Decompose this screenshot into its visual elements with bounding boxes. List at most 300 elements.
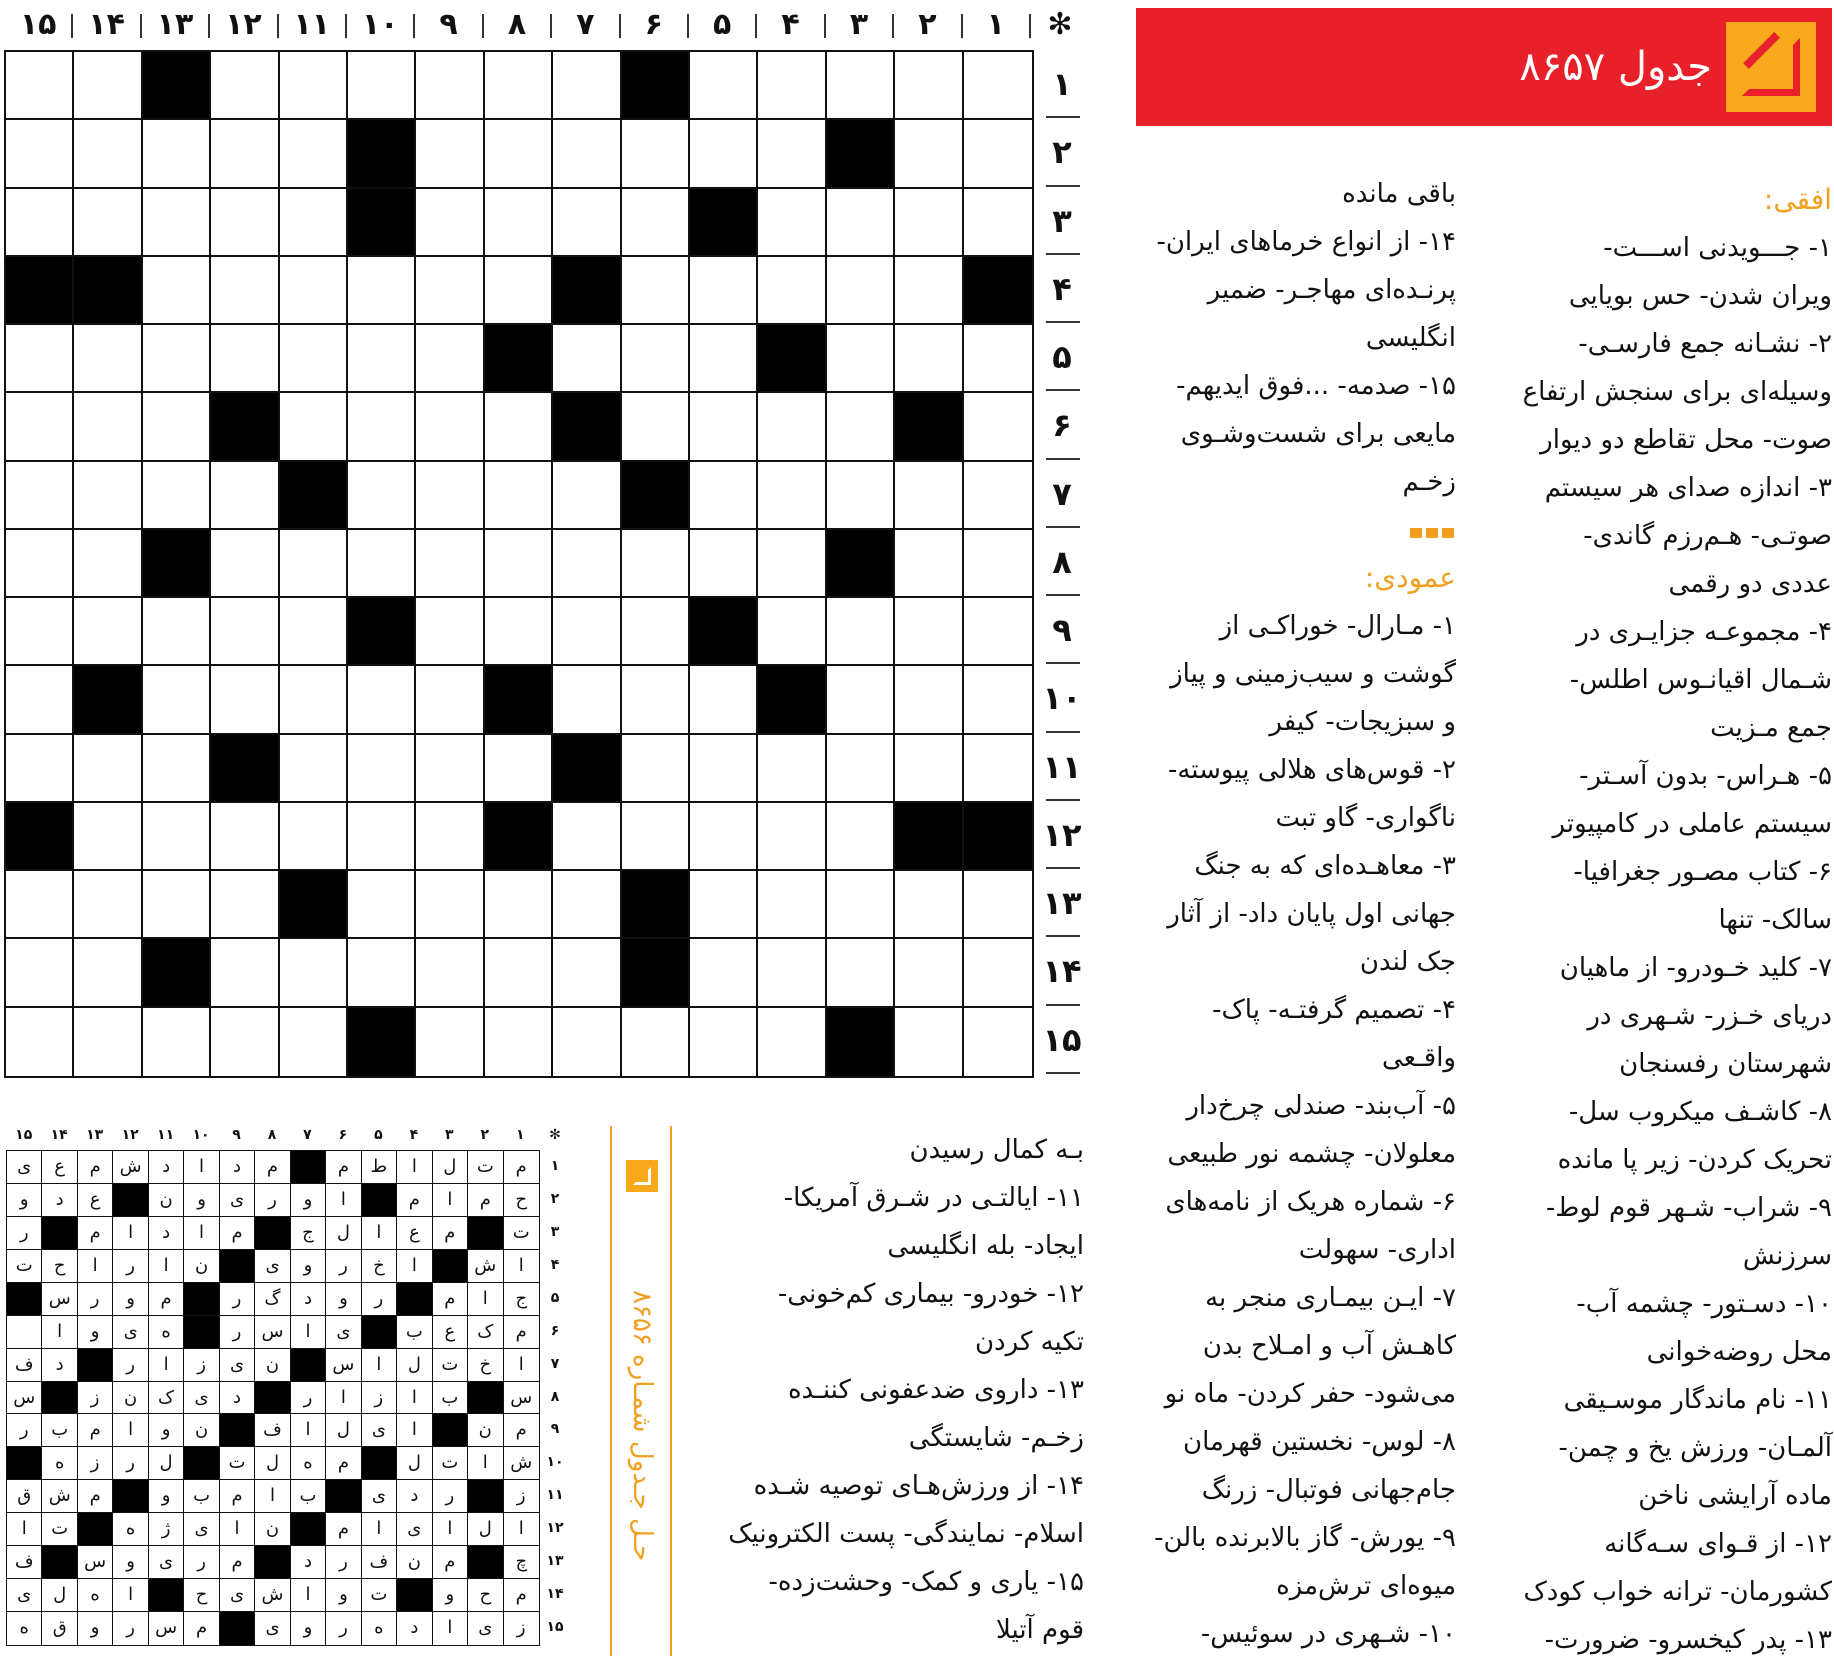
solution-cell: ل — [468, 1513, 503, 1546]
solution-cell: ا — [433, 1184, 468, 1217]
clue-line: ۸- کاشـف میکروب سل- — [1568, 1097, 1832, 1127]
block-cell — [553, 735, 621, 803]
grid-cell[interactable] — [348, 939, 416, 1007]
grid-cell[interactable] — [348, 735, 416, 803]
solution-cell: ن — [149, 1184, 184, 1217]
grid-cell[interactable] — [964, 666, 1032, 734]
grid-cell[interactable] — [690, 120, 758, 188]
solution-cell: ا — [42, 1316, 77, 1349]
grid-cell[interactable] — [280, 939, 348, 1007]
solution-cell: ه — [78, 1579, 113, 1612]
grid-cell[interactable] — [622, 530, 690, 598]
solution-cell: ل — [326, 1217, 361, 1250]
grid-cell[interactable] — [6, 666, 74, 734]
grid-cell[interactable] — [280, 52, 348, 120]
grid-cell[interactable] — [143, 666, 211, 734]
solution-cell: م — [397, 1184, 432, 1217]
column-label: ۸ — [507, 7, 527, 42]
grid-cell[interactable] — [827, 871, 895, 939]
grid-cell[interactable] — [6, 120, 74, 188]
grid-cell[interactable] — [143, 462, 211, 530]
solution-cell: ا — [397, 1151, 432, 1184]
solution-cell: ه — [291, 1447, 326, 1480]
grid-cell[interactable] — [622, 120, 690, 188]
grid-cell[interactable] — [690, 530, 758, 598]
grid-cell[interactable] — [690, 666, 758, 734]
grid-cell[interactable] — [74, 462, 142, 530]
solution-cell: ح — [42, 1250, 77, 1283]
grid-cell[interactable] — [622, 1008, 690, 1076]
grid-cell[interactable] — [758, 939, 826, 1007]
grid-cell[interactable] — [211, 666, 279, 734]
grid-cell[interactable] — [622, 735, 690, 803]
solution-cell: م — [326, 1151, 361, 1184]
grid-cell[interactable] — [690, 871, 758, 939]
grid-cell[interactable] — [895, 598, 963, 666]
grid-cell[interactable] — [211, 1008, 279, 1076]
grid-cell[interactable] — [280, 803, 348, 871]
grid-cell[interactable] — [827, 462, 895, 530]
row-divider — [1046, 1072, 1080, 1074]
grid-cell[interactable] — [348, 52, 416, 120]
grid-cell[interactable] — [416, 189, 484, 257]
solution-column-label: ۱۳ — [86, 1127, 104, 1143]
grid-cell[interactable] — [553, 803, 621, 871]
grid-cell[interactable] — [553, 530, 621, 598]
grid-cell[interactable] — [6, 871, 74, 939]
grid-cell[interactable] — [6, 939, 74, 1007]
solution-column-label: ۷ — [303, 1127, 312, 1143]
grid-cell[interactable] — [6, 1008, 74, 1076]
grid-cell[interactable] — [485, 189, 553, 257]
grid-cell[interactable] — [280, 257, 348, 325]
clue-line: اسلام- نمایندگی- پست الکترونیک — [728, 1519, 1084, 1549]
grid-cell[interactable] — [827, 189, 895, 257]
grid-cell[interactable] — [553, 666, 621, 734]
solution-block-cell — [255, 1217, 290, 1250]
grid-cell[interactable] — [895, 939, 963, 1007]
block-cell — [964, 803, 1032, 871]
grid-cell[interactable] — [622, 803, 690, 871]
clue-line: آلمـان- ورزش یخ و چمن- — [1558, 1433, 1832, 1463]
block-cell — [74, 257, 142, 325]
column-divider — [550, 14, 552, 38]
clue-line: سرزنش — [1742, 1241, 1832, 1271]
solution-cell: د — [42, 1349, 77, 1382]
grid-cell[interactable] — [485, 735, 553, 803]
grid-cell[interactable] — [143, 1008, 211, 1076]
grid-cell[interactable] — [485, 120, 553, 188]
grid-cell[interactable] — [211, 530, 279, 598]
solution-cell: د — [149, 1151, 184, 1184]
solution-cell: ل — [326, 1414, 361, 1447]
solution-row-header — [544, 1150, 566, 1646]
grid-cell[interactable] — [553, 120, 621, 188]
solution-column-label: ۱۰ — [192, 1127, 210, 1143]
grid-cell[interactable] — [827, 803, 895, 871]
grid-cell[interactable] — [74, 120, 142, 188]
block-cell — [143, 530, 211, 598]
block-cell — [348, 598, 416, 666]
grid-cell[interactable] — [758, 1008, 826, 1076]
grid-cell[interactable] — [348, 257, 416, 325]
grid-cell[interactable] — [690, 257, 758, 325]
grid-cell[interactable] — [827, 735, 895, 803]
grid-cell[interactable] — [143, 120, 211, 188]
grid-cell[interactable] — [74, 939, 142, 1007]
column-label: ۳ — [849, 7, 869, 42]
clue-line: جمع مـزیت — [1710, 713, 1832, 743]
grid-cell[interactable] — [416, 462, 484, 530]
grid-cell[interactable] — [416, 393, 484, 461]
grid-cell[interactable] — [758, 257, 826, 325]
grid-cell[interactable] — [690, 939, 758, 1007]
grid-cell[interactable] — [211, 52, 279, 120]
grid-cell[interactable] — [348, 325, 416, 393]
grid-cell[interactable] — [690, 393, 758, 461]
grid-cell[interactable] — [690, 803, 758, 871]
grid-cell[interactable] — [964, 189, 1032, 257]
clue-line: تکیه کردن — [974, 1327, 1084, 1357]
grid-cell[interactable] — [690, 462, 758, 530]
solution-cell: س — [326, 1349, 361, 1382]
grid-cell[interactable] — [964, 120, 1032, 188]
grid-cell[interactable] — [964, 735, 1032, 803]
solution-cell: د — [149, 1217, 184, 1250]
grid-cell[interactable] — [6, 393, 74, 461]
block-cell — [827, 1008, 895, 1076]
grid-cell[interactable] — [211, 803, 279, 871]
solution-cell: م — [326, 1513, 361, 1546]
grid-cell[interactable] — [895, 189, 963, 257]
solution-cell: ن — [184, 1250, 219, 1283]
solution-block-cell — [397, 1579, 432, 1612]
grid-cell[interactable] — [553, 939, 621, 1007]
grid-cell[interactable] — [280, 120, 348, 188]
grid-cell[interactable] — [827, 666, 895, 734]
block-cell — [690, 598, 758, 666]
grid-cell[interactable] — [211, 871, 279, 939]
grid-cell[interactable] — [895, 257, 963, 325]
grid-cell[interactable] — [895, 1008, 963, 1076]
row-label: ۲ — [1052, 133, 1072, 172]
grid-cell[interactable] — [211, 120, 279, 188]
block-cell — [6, 257, 74, 325]
grid-cell[interactable] — [758, 530, 826, 598]
clue-line: ۹- یورش- گاز بالابرنده بالن- — [1154, 1523, 1456, 1553]
grid-cell[interactable] — [211, 939, 279, 1007]
grid-cell[interactable] — [416, 666, 484, 734]
grid-cell[interactable] — [895, 871, 963, 939]
grid-cell[interactable] — [895, 666, 963, 734]
solution-block-cell — [220, 1612, 255, 1645]
grid-cell[interactable] — [485, 939, 553, 1007]
solution-block-cell — [291, 1513, 326, 1546]
solution-cell: ن — [184, 1414, 219, 1447]
solution-cell: م — [78, 1414, 113, 1447]
clue-line: معلولان- چشمه نور طبیعی — [1167, 1139, 1456, 1169]
grid-cell[interactable] — [895, 530, 963, 598]
grid-cell[interactable] — [895, 325, 963, 393]
clue-line: کشورمان- ترانه خواب کودک — [1523, 1577, 1832, 1607]
grid-cell[interactable] — [964, 939, 1032, 1007]
grid-cell[interactable] — [74, 52, 142, 120]
grid-cell[interactable] — [622, 598, 690, 666]
solution-cell: ح — [468, 1579, 503, 1612]
grid-cell[interactable] — [348, 666, 416, 734]
grid-cell[interactable] — [6, 530, 74, 598]
grid-cell[interactable] — [964, 325, 1032, 393]
grid-cell[interactable] — [416, 598, 484, 666]
grid-cell[interactable] — [895, 735, 963, 803]
grid-cell[interactable] — [74, 325, 142, 393]
solution-cell: ی — [326, 1316, 361, 1349]
grid-cell[interactable] — [348, 871, 416, 939]
solution-block-cell — [362, 1447, 397, 1480]
solution-block-cell — [397, 1283, 432, 1316]
grid-cell[interactable] — [690, 52, 758, 120]
grid-cell[interactable] — [143, 803, 211, 871]
grid-cell[interactable] — [6, 189, 74, 257]
solution-cell: ی — [468, 1612, 503, 1645]
solution-cell: ا — [113, 1414, 148, 1447]
grid-cell[interactable] — [758, 120, 826, 188]
solution-cell: ر — [113, 1612, 148, 1645]
solution-cell: ج — [504, 1283, 539, 1316]
grid-cell[interactable] — [485, 598, 553, 666]
grid-cell[interactable] — [622, 189, 690, 257]
grid-cell[interactable] — [827, 325, 895, 393]
clue-line: ۱۱- نام ماندگار موسـیقی — [1563, 1385, 1832, 1415]
grid-cell[interactable] — [690, 735, 758, 803]
grid-cell[interactable] — [964, 52, 1032, 120]
grid-cell[interactable] — [485, 530, 553, 598]
grid-cell[interactable] — [280, 325, 348, 393]
clue-line: ماده آرایشی ناخن — [1638, 1481, 1832, 1511]
solution-cell: و — [113, 1283, 148, 1316]
grid-cell[interactable] — [553, 598, 621, 666]
grid-cell[interactable] — [827, 52, 895, 120]
grid-cell[interactable] — [964, 871, 1032, 939]
grid-cell[interactable] — [553, 52, 621, 120]
solution-cell: و — [433, 1579, 468, 1612]
grid-cell[interactable] — [211, 598, 279, 666]
grid-cell[interactable] — [416, 52, 484, 120]
grid-cell[interactable] — [964, 598, 1032, 666]
grid-cell[interactable] — [485, 871, 553, 939]
solution-cell: ن — [255, 1513, 290, 1546]
solution-cell: ر — [220, 1316, 255, 1349]
grid-cell[interactable] — [964, 462, 1032, 530]
grid-cell[interactable] — [348, 393, 416, 461]
grid-cell[interactable] — [485, 52, 553, 120]
clue-line: و سبزیجات- کیفر — [1269, 707, 1456, 737]
grid-cell[interactable] — [416, 871, 484, 939]
solution-cell: ت — [433, 1349, 468, 1382]
solution-grid — [6, 1150, 540, 1646]
grid-cell[interactable] — [416, 803, 484, 871]
clue-line: ۹- شراب- شـهر قوم لوط- — [1545, 1193, 1832, 1223]
solution-cell: ک — [149, 1382, 184, 1415]
block-cell — [622, 462, 690, 530]
grid-cell[interactable] — [416, 939, 484, 1007]
grid-cell[interactable] — [6, 462, 74, 530]
grid-cell[interactable] — [416, 120, 484, 188]
grid-cell[interactable] — [6, 598, 74, 666]
block-cell — [758, 325, 826, 393]
grid-cell[interactable] — [280, 598, 348, 666]
grid-cell[interactable] — [758, 598, 826, 666]
crossword-grid[interactable] — [4, 50, 1034, 1078]
grid-cell[interactable] — [553, 325, 621, 393]
solution-cell: ا — [504, 1250, 539, 1283]
grid-cell[interactable] — [553, 1008, 621, 1076]
grid-cell[interactable] — [211, 325, 279, 393]
grid-cell[interactable] — [827, 257, 895, 325]
solution-cell: ل — [397, 1447, 432, 1480]
solution-cell: ک — [468, 1316, 503, 1349]
clue-line: ۱۲- از قـوای سـه‌گانه — [1604, 1529, 1832, 1559]
clue-line: صوت- محل تقاطع دو دیوار — [1540, 425, 1832, 455]
solution-cell: ع — [42, 1151, 77, 1184]
solution-cell: ش — [504, 1447, 539, 1480]
clue-line: سیستم عاملی در کامپیوتر — [1552, 809, 1832, 839]
grid-cell[interactable] — [827, 393, 895, 461]
grid-cell[interactable] — [758, 803, 826, 871]
grid-cell[interactable] — [416, 530, 484, 598]
solution-block-cell — [468, 1217, 503, 1250]
solution-cell: ا — [220, 1513, 255, 1546]
grid-cell[interactable] — [622, 257, 690, 325]
grid-cell[interactable] — [895, 52, 963, 120]
grid-cell[interactable] — [485, 257, 553, 325]
grid-cell[interactable] — [348, 803, 416, 871]
grid-cell[interactable] — [348, 462, 416, 530]
grid-cell[interactable] — [416, 325, 484, 393]
solution-cell: ح — [184, 1579, 219, 1612]
solution-column-label: ۳ — [445, 1127, 454, 1143]
solution-block-cell — [220, 1414, 255, 1447]
grid-cell[interactable] — [964, 393, 1032, 461]
grid-cell[interactable] — [553, 462, 621, 530]
grid-cell[interactable] — [74, 189, 142, 257]
solution-cell: ر — [362, 1283, 397, 1316]
grid-cell[interactable] — [485, 393, 553, 461]
clue-line: می‌شود- حفر کردن- ماه نو — [1164, 1379, 1456, 1409]
grid-cell[interactable] — [74, 530, 142, 598]
clue-line: کاهـش آب و امـلاح بدن — [1202, 1331, 1456, 1361]
grid-cell[interactable] — [143, 257, 211, 325]
grid-cell[interactable] — [758, 871, 826, 939]
grid-cell[interactable] — [553, 189, 621, 257]
solution-cell: و — [291, 1184, 326, 1217]
solution-cell: ب — [42, 1414, 77, 1447]
block-cell — [895, 393, 963, 461]
grid-cell[interactable] — [143, 598, 211, 666]
grid-cell[interactable] — [416, 257, 484, 325]
solution-cell: ی — [255, 1612, 290, 1645]
solution-cell: ا — [184, 1217, 219, 1250]
grid-cell[interactable] — [485, 1008, 553, 1076]
solution-cell: ب — [291, 1480, 326, 1513]
solution-cell: ن — [468, 1414, 503, 1447]
grid-cell[interactable] — [74, 598, 142, 666]
block-cell — [211, 393, 279, 461]
grid-cell[interactable] — [74, 393, 142, 461]
grid-cell[interactable] — [827, 598, 895, 666]
column-label: ۱۰ — [361, 7, 399, 42]
grid-cell[interactable] — [280, 735, 348, 803]
grid-cell[interactable] — [690, 1008, 758, 1076]
grid-cell[interactable] — [758, 735, 826, 803]
grid-cell[interactable] — [758, 189, 826, 257]
grid-cell[interactable] — [553, 871, 621, 939]
solution-cell: ر — [113, 1349, 148, 1382]
grid-cell[interactable] — [895, 120, 963, 188]
grid-cell[interactable] — [964, 530, 1032, 598]
grid-cell[interactable] — [622, 666, 690, 734]
grid-cell[interactable] — [211, 462, 279, 530]
grid-cell[interactable] — [622, 393, 690, 461]
solution-cell: چ — [504, 1546, 539, 1579]
grid-cell[interactable] — [6, 735, 74, 803]
grid-cell[interactable] — [211, 189, 279, 257]
grid-cell[interactable] — [348, 530, 416, 598]
grid-cell[interactable] — [74, 1008, 142, 1076]
column-label: ۱۲ — [225, 7, 262, 42]
grid-cell[interactable] — [6, 325, 74, 393]
grid-cell[interactable] — [280, 393, 348, 461]
grid-cell[interactable] — [74, 871, 142, 939]
solution-block-cell — [42, 1546, 77, 1579]
grid-cell[interactable] — [143, 735, 211, 803]
grid-cell[interactable] — [690, 325, 758, 393]
grid-cell[interactable] — [280, 189, 348, 257]
grid-cell[interactable] — [416, 735, 484, 803]
grid-cell[interactable] — [143, 325, 211, 393]
grid-cell[interactable] — [758, 52, 826, 120]
solution-cell: م — [220, 1546, 255, 1579]
block-cell — [348, 120, 416, 188]
solution-cell: ل — [42, 1579, 77, 1612]
block-cell — [485, 803, 553, 871]
grid-cell[interactable] — [143, 189, 211, 257]
grid-cell[interactable] — [827, 939, 895, 1007]
grid-cell[interactable] — [280, 666, 348, 734]
grid-cell[interactable] — [758, 393, 826, 461]
solution-cell: م — [433, 1217, 468, 1250]
grid-cell[interactable] — [895, 462, 963, 530]
grid-cell[interactable] — [280, 530, 348, 598]
grid-cell[interactable] — [74, 735, 142, 803]
grid-cell[interactable] — [143, 393, 211, 461]
grid-cell[interactable] — [74, 803, 142, 871]
grid-cell[interactable] — [622, 325, 690, 393]
solution-row-label: ۵ — [550, 1289, 560, 1306]
solution-cell: ی — [397, 1513, 432, 1546]
grid-cell[interactable] — [211, 257, 279, 325]
grid-cell[interactable] — [143, 871, 211, 939]
grid-cell[interactable] — [964, 1008, 1032, 1076]
clue-line: گوشت و سیب‌زمینی و پیاز — [1170, 659, 1456, 689]
solution-cell: ی — [220, 1349, 255, 1382]
solution-cell: و — [149, 1480, 184, 1513]
grid-cell[interactable] — [416, 1008, 484, 1076]
grid-cell[interactable] — [758, 462, 826, 530]
grid-cell[interactable] — [485, 462, 553, 530]
grid-cell[interactable] — [280, 1008, 348, 1076]
grid-cell[interactable] — [6, 52, 74, 120]
